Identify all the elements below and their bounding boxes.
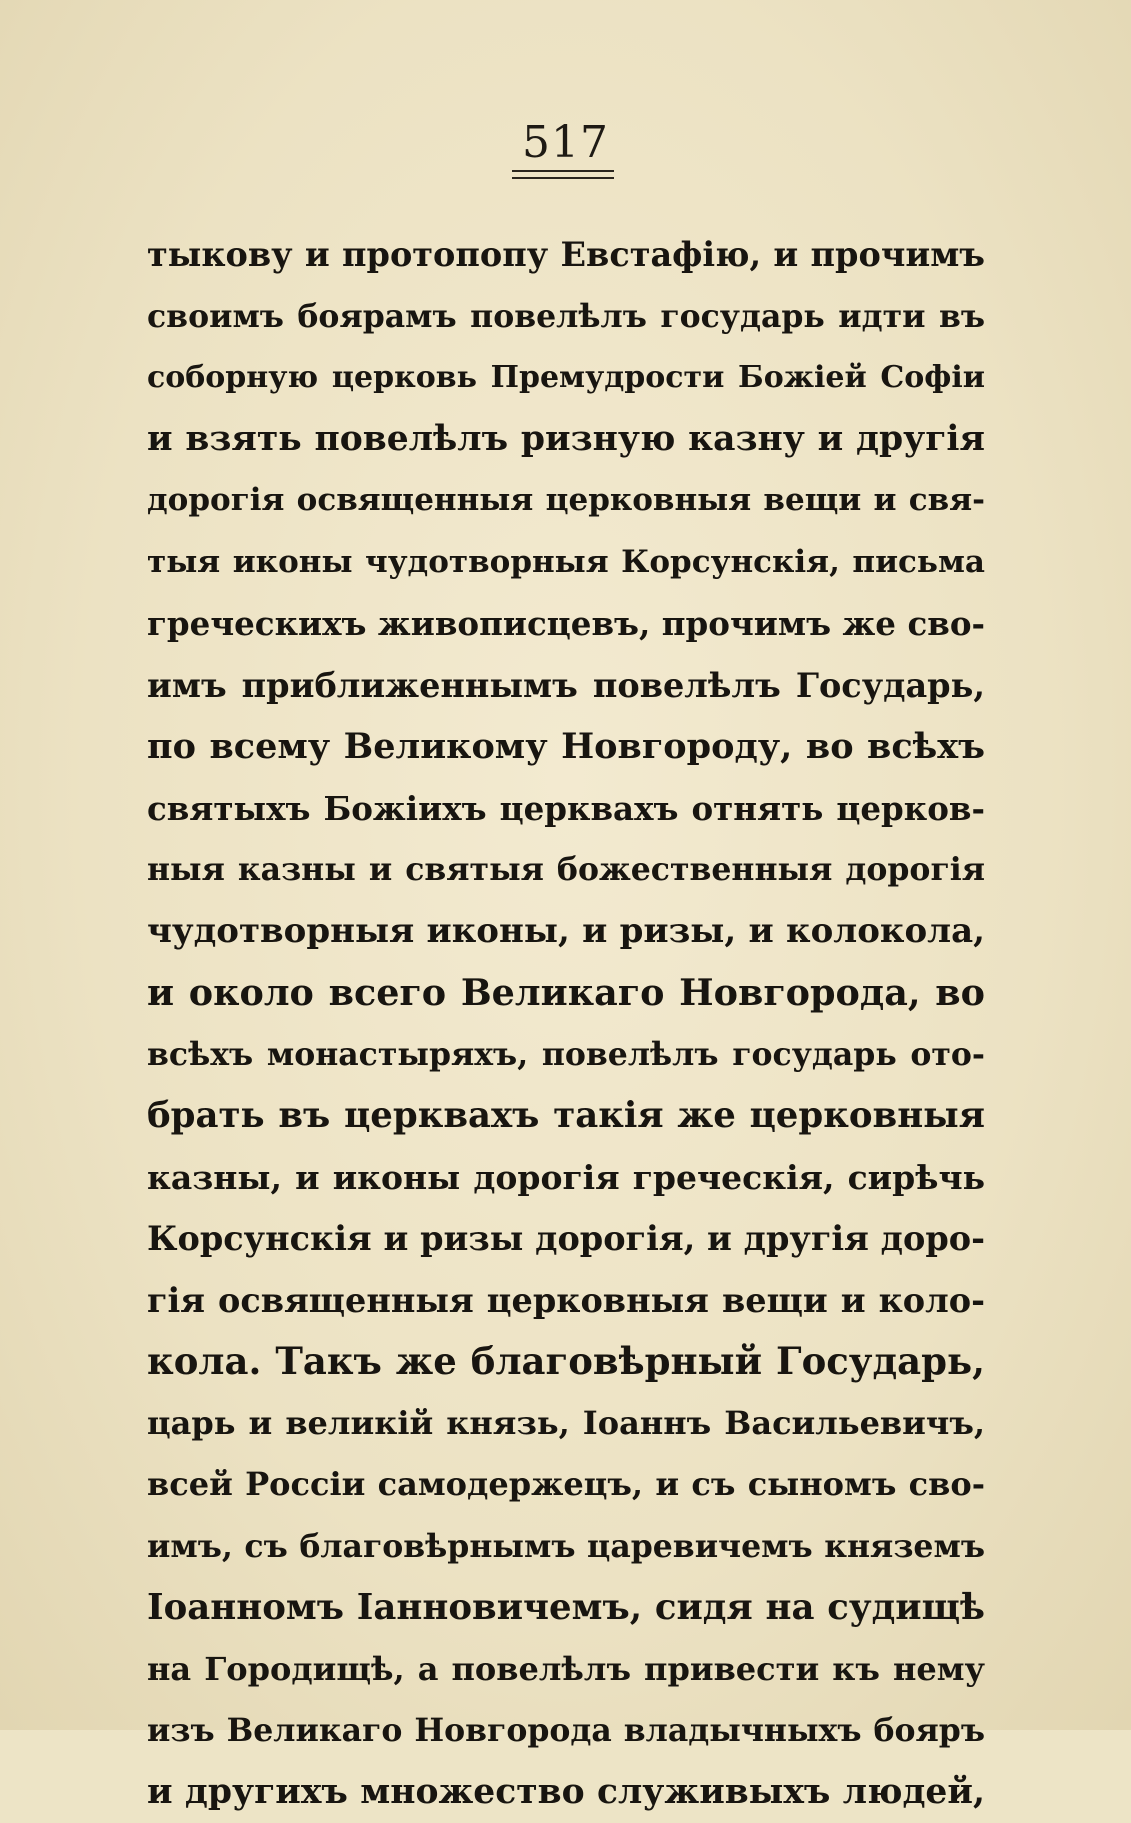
text-line: соборную церковь Премудрости Божіей Софіи (147, 347, 985, 409)
page-number: 517 (0, 118, 1131, 168)
text-line: брать въ церквахъ такія же церковныя (147, 1085, 985, 1147)
text-line: всей Россіи самодержецъ, и съ сыномъ сво- (147, 1454, 985, 1516)
text-line: своимъ боярамъ повелѣлъ государь идти въ (147, 286, 985, 348)
text-line: на Городищѣ, а повелѣлъ привести къ нему (147, 1639, 985, 1701)
body-text (147, 224, 985, 1823)
text-line: тыкову и протопопу Евстафію, и прочимъ (147, 224, 985, 286)
text-line: имъ, съ благовѣрнымъ царевичемъ княземъ (147, 1516, 985, 1578)
text-line: святыхъ Божіихъ церквахъ отнять церков- (147, 778, 985, 840)
text-line: гія освященныя церковныя вещи и коло- (147, 1270, 985, 1332)
text-line: тыя иконы чудотворныя Корсунскія, письма (147, 532, 985, 594)
text-line: имъ приближеннымъ повелѣлъ Государь, (147, 655, 985, 717)
text-line: казны, и иконы дорогія греческія, сирѣчь (147, 1147, 985, 1209)
text-line: греческихъ живописцевъ, прочимъ же сво- (147, 593, 985, 655)
text-line: Корсунскія и ризы дорогія, и другія доро- (147, 1208, 985, 1270)
text-line: чудотворныя иконы, и ризы, и колокола, (147, 901, 985, 963)
text-line: ныя казны и святыя божественныя дорогія (147, 839, 985, 901)
text-line: дорогія освященныя церковныя вещи и свя- (147, 470, 985, 532)
text-line: и взять повелѣлъ ризную казну и другія (147, 409, 985, 471)
page-number-rule-top (512, 170, 614, 172)
text-line: и другихъ множество служивыхъ людей, (147, 1762, 985, 1823)
text-line: Іоанномъ Іанновичемъ, сидя на судищѣ (147, 1577, 985, 1639)
text-line: царь и великій князь, Іоаннъ Васильевичъ, (147, 1393, 985, 1455)
page-number-rule-bottom (512, 177, 614, 179)
text-line: и около всего Великаго Новгорода, во (147, 962, 985, 1024)
text-line: всѣхъ монастыряхъ, повелѣлъ государь ото- (147, 1024, 985, 1086)
text-line: по всему Великому Новгороду, во всѣхъ (147, 716, 985, 778)
text-line: кола. Такъ же благовѣрный Государь, (147, 1331, 985, 1393)
text-line: изъ Великаго Новгорода владычныхъ бояръ (147, 1700, 985, 1762)
